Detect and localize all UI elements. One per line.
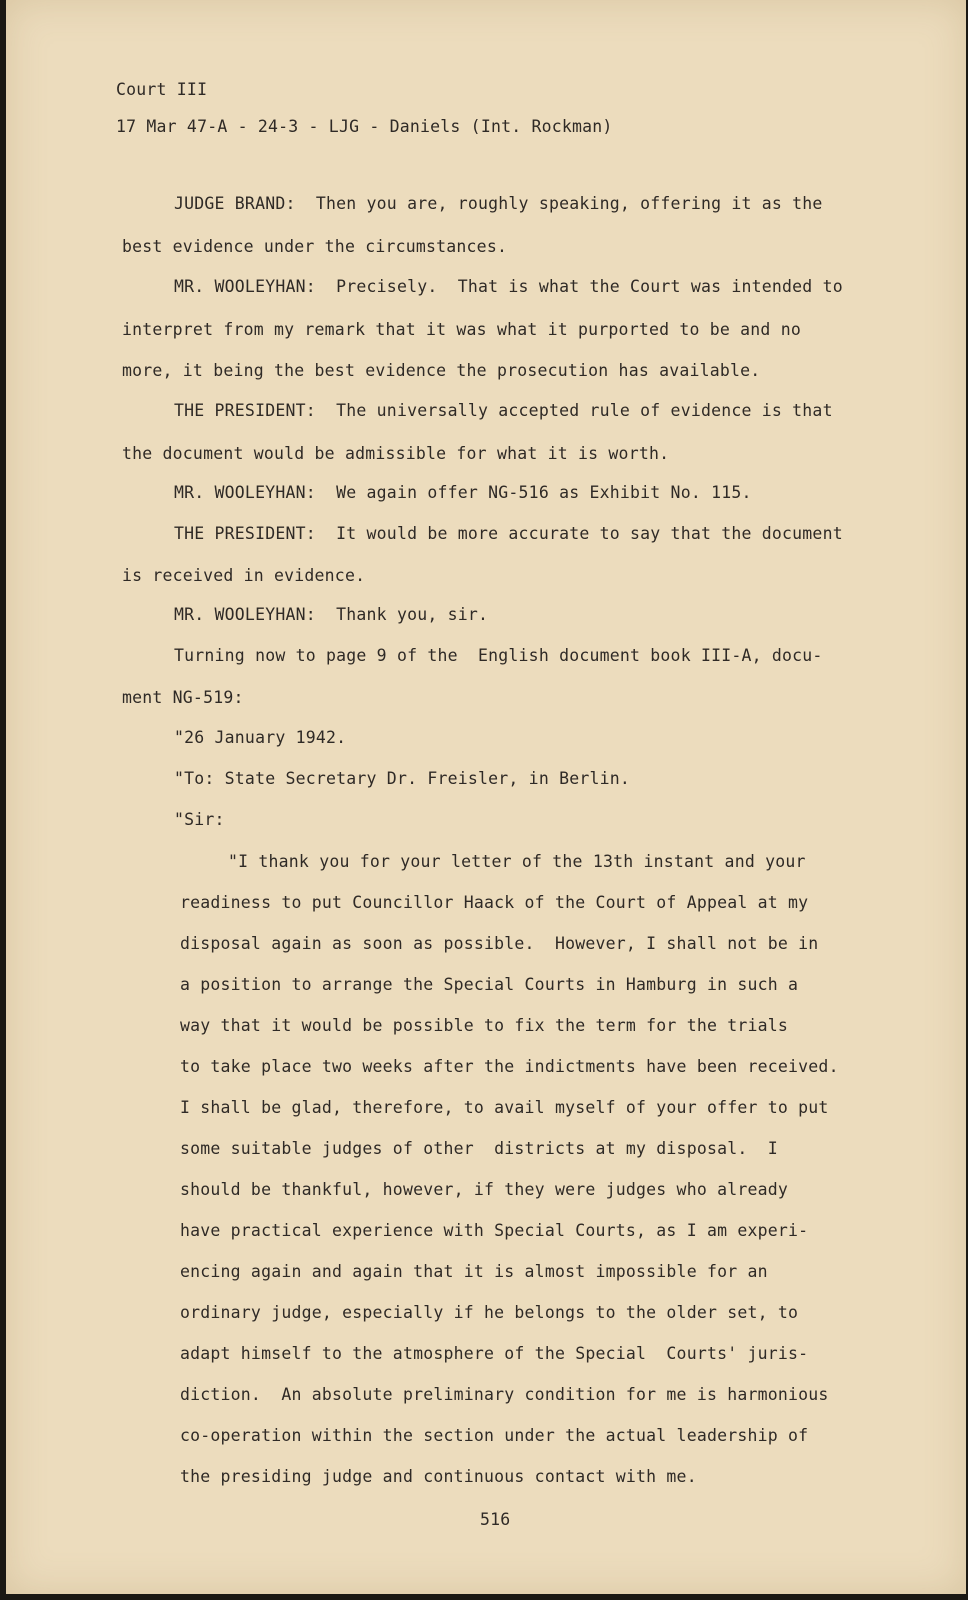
text-line: THE PRESIDENT: It would be more accurate to say that the document xyxy=(174,524,843,543)
text-line: diction. An absolute preliminary condition for me is harmonious xyxy=(180,1385,829,1404)
text-line: to take place two weeks after the indictments have been received. xyxy=(180,1057,839,1076)
text-line: should be thankful, however, if they were judges who already xyxy=(180,1180,789,1199)
session-header: 17 Mar 47-A - 24-3 - LJG - Daniels (Int. Rockman) xyxy=(116,117,613,136)
text-line: disposal again as soon as possible. However, I shall not be in xyxy=(180,934,819,953)
text-line: a position to arrange the Special Courts in Hamburg in such a xyxy=(180,975,799,994)
text-line: encing again and again that it is almost impossible for an xyxy=(180,1262,768,1281)
court-header: Court III xyxy=(116,80,208,99)
text-line: adapt himself to the atmosphere of the Special Courts' juris- xyxy=(180,1344,809,1363)
text-line: Turning now to page 9 of the English document book III-A, docu- xyxy=(174,646,823,665)
text-line: ordinary judge, especially if he belongs to the older set, to xyxy=(180,1303,799,1322)
text-line: MR. WOOLEYHAN: Thank you, sir. xyxy=(174,605,489,624)
document-page xyxy=(6,0,966,1594)
text-line: JUDGE BRAND: Then you are, roughly speaking, offering it as the xyxy=(174,194,823,213)
text-line: interpret from my remark that it was what it purported to be and no xyxy=(122,320,801,339)
text-line: co-operation within the section under the actual leadership of xyxy=(180,1426,809,1445)
text-line: "I thank you for your letter of the 13th instant and your xyxy=(228,852,806,871)
text-line: "To: State Secretary Dr. Freisler, in Berlin. xyxy=(174,769,631,788)
page-number: 516 xyxy=(480,1510,511,1529)
text-line: the document would be admissible for what it is worth. xyxy=(122,444,670,463)
text-line: MR. WOOLEYHAN: We again offer NG-516 as Exhibit No. 115. xyxy=(174,483,752,502)
text-line: the presiding judge and continuous contact with me. xyxy=(180,1467,697,1486)
text-line: way that it would be possible to fix the term for the trials xyxy=(180,1016,789,1035)
text-line: best evidence under the circumstances. xyxy=(122,237,508,256)
text-line: THE PRESIDENT: The universally accepted rule of evidence is that xyxy=(174,401,833,420)
text-line: have practical experience with Special Courts, as I am experi- xyxy=(180,1221,809,1240)
text-line: some suitable judges of other districts at my disposal. I xyxy=(180,1139,778,1158)
text-line: MR. WOOLEYHAN: Precisely. That is what the Court was intended to xyxy=(174,277,843,296)
text-line: more, it being the best evidence the prosecution has available. xyxy=(122,361,761,380)
text-line: ment NG-519: xyxy=(122,688,244,707)
text-line: "Sir: xyxy=(174,810,225,829)
text-line: readiness to put Councillor Haack of the Court of Appeal at my xyxy=(180,893,809,912)
text-line: I shall be glad, therefore, to avail myself of your offer to put xyxy=(180,1098,829,1117)
text-line: "26 January 1942. xyxy=(174,728,347,747)
text-line: is received in evidence. xyxy=(122,566,366,585)
